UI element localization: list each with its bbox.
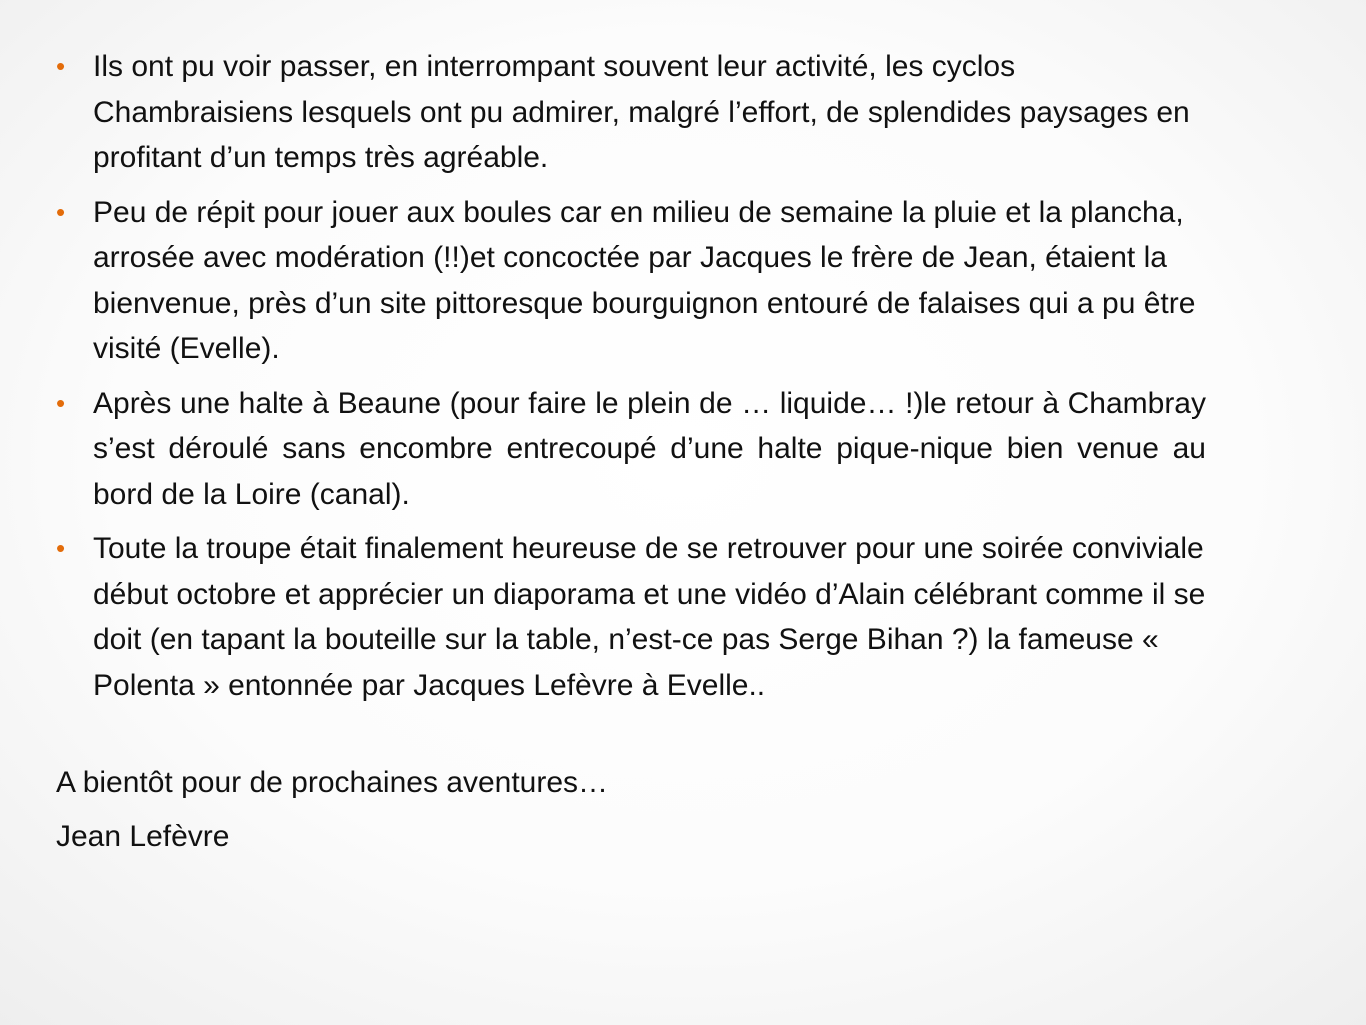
bullet-item bbox=[56, 381, 1206, 518]
bullet-list bbox=[56, 44, 1206, 708]
closing-line: A bientôt pour de prochaines aventures… bbox=[56, 766, 609, 799]
bullet-item bbox=[56, 526, 1206, 708]
bullet-text: Ils ont pu voir passer, en interrompant souvent leur activité, les cyclos Chambraisiens lesquels ont pu admirer, malgré l’effort, de splendides paysages en profitant d’un temps très agréable. bbox=[93, 50, 1190, 174]
bullet-item bbox=[56, 190, 1206, 372]
bullet-text: Après une halte à Beaune (pour faire le plein de … liquide… !)le retour à Chambray s’est déroulé sans encombre entrecoupé d’une halte pique-nique bien venue au bord de la Loire (canal). bbox=[93, 386, 1206, 511]
bullet-icon: • bbox=[56, 533, 66, 563]
bullet-item bbox=[56, 44, 1206, 181]
bullet-icon: • bbox=[56, 196, 66, 227]
closing-block bbox=[56, 760, 1206, 859]
bullet-icon: • bbox=[56, 387, 66, 418]
bullet-icon: • bbox=[56, 51, 66, 81]
signature: Jean Lefèvre bbox=[56, 820, 230, 853]
bullet-text: Toute la troupe était finalement heureuse de se retrouver pour une soirée conviviale début octobre et apprécier un diaporama et une vidéo d’Alain célébrant comme il se doit (en tapant la bouteille sur la table, n’est-ce pas Serge Bihan ?) la fameuse « Polenta » entonnée par Jacques Lefèvre à Evelle.. bbox=[93, 532, 1206, 702]
bullet-text: Peu de répit pour jouer aux boules car en milieu de semaine la pluie et la plancha, arrosée avec modération (!!)et concoctée par Jacques le frère de Jean, étaient la bienvenue, près d’un site pittoresque bourguignon entouré de falaises qui a pu être visité (Evelle). bbox=[93, 195, 1196, 365]
